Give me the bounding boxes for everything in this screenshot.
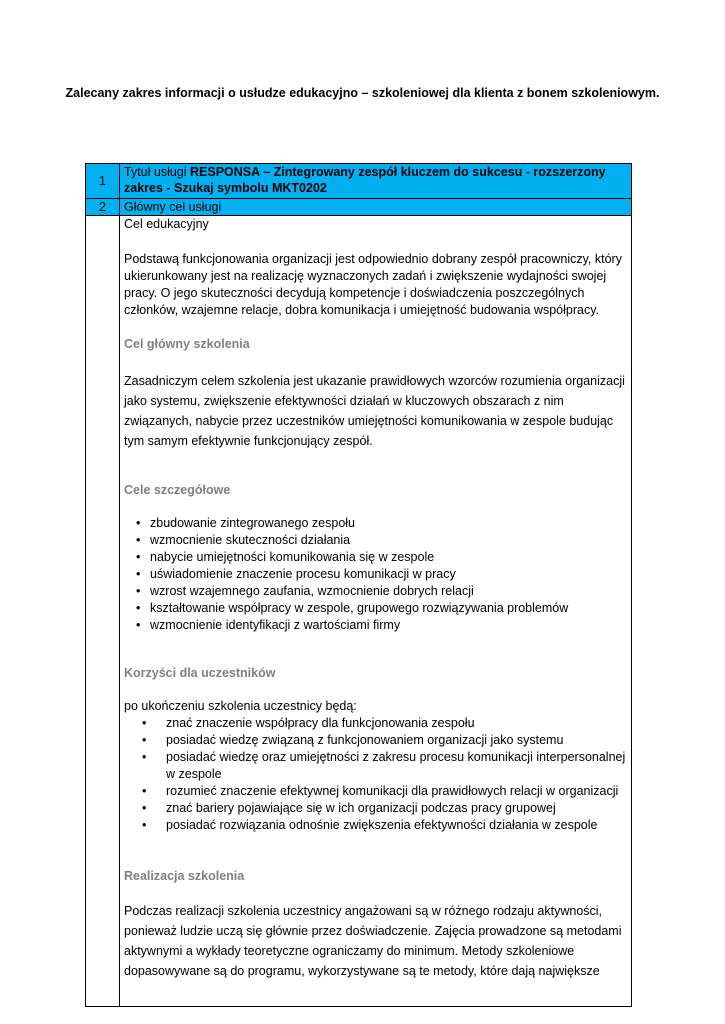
- table-row: [86, 216, 632, 1007]
- list-item: [136, 600, 627, 617]
- list-item-text: posiadać wiedzę związaną z funkcjonowaniem organizacji jako systemu: [166, 733, 564, 747]
- row-number: 2: [86, 199, 120, 216]
- list-item: [136, 583, 627, 600]
- list-item: [142, 715, 627, 732]
- list-item-text: wzmocnienie identyfikacji z wartościami firmy: [150, 618, 401, 632]
- bullet-icon: •: [136, 533, 141, 547]
- list-item-text: wzmocnienie skuteczności działania: [150, 533, 351, 547]
- list-item-text: posiadać wiedzę oraz umiejętności z zakresu procesu komunikacji interpersonalnej w zespole: [166, 750, 626, 781]
- list-item: [136, 532, 627, 549]
- list-item-text: wzrost wzajemnego zaufania, wzmocnienie dobrych relacji: [150, 584, 474, 598]
- content-cell: [120, 216, 632, 1007]
- bullet-icon: •: [142, 733, 147, 747]
- benefits-intro: po ukończeniu szkolenia uczestnicy będą:: [124, 699, 357, 713]
- benefits-list: [124, 715, 627, 834]
- intro-paragraph: Podstawą funkcjonowania organizacji jest odpowiednio dobrany zespół pracowniczy, który ukierunkowany jest na realizację wyznaczonych zadań i zwiększenie wydajności swojej pracy. O jego skuteczności decydują kompetencje i doświadczenia poszczególnych członków, wzajemne relacje, dobra komunikacja i umiejętność budowania współpracy.: [124, 252, 622, 317]
- list-item: [136, 515, 627, 532]
- table-row: [86, 199, 632, 216]
- bullet-icon: •: [142, 801, 147, 815]
- bullet-icon: •: [136, 601, 141, 615]
- main-goal-text: Zasadniczym celem szkolenia jest ukazanie prawidłowych wzorców rozumienia organizacji jako systemu, zwiększenie efektywności działań w kluczowych obszarach z nim związanych, nabycie przez uczestników umiejętności komunikowania w zespole budując tym samym efektywnie funkcjonujący zespół.: [124, 374, 625, 448]
- bullet-icon: •: [142, 784, 147, 798]
- edu-goal-label: Cel edukacyjny: [124, 217, 209, 231]
- list-item-text: uświadomienie znaczenie procesu komunikacji w pracy: [150, 567, 456, 581]
- service-title-cell: [120, 164, 632, 199]
- list-item: [142, 817, 627, 834]
- list-item: [136, 549, 627, 566]
- service-name: RESPONSA – Zintegrowany zespół kluczem do sukcesu - rozszerzony zakres - Szukaj symbolu MKT0202: [124, 165, 606, 195]
- specific-goals-list: [124, 515, 627, 634]
- list-item-text: posiadać rozwiązania odnośnie zwiększenia efektywności działania w zespole: [166, 818, 598, 832]
- row-number: 1: [86, 164, 120, 199]
- table-row: [86, 164, 632, 199]
- list-item-text: rozumieć znaczenie efektywnej komunikacji dla prawidłowych relacji w organizacji: [166, 784, 619, 798]
- list-item: [142, 783, 627, 800]
- list-item-text: kształtowanie współpracy w zespole, grupowego rozwiązywania problemów: [150, 601, 569, 615]
- list-item: [136, 566, 627, 583]
- specific-goals-heading: Cele szczegółowe: [124, 483, 231, 497]
- service-title-label: Tytuł usługi: [124, 165, 191, 179]
- list-item-text: zbudowanie zintegrowanego zespołu: [150, 516, 356, 530]
- list-item-text: znać znaczenie współpracy dla funkcjonowania zespołu: [166, 716, 475, 730]
- main-goal-heading: Cel główny szkolenia: [124, 337, 250, 351]
- empty-cell: [86, 216, 120, 1007]
- main-goal-label: Główny cel usługi: [120, 199, 632, 216]
- service-info-table: [85, 163, 632, 1007]
- bullet-icon: •: [142, 716, 147, 730]
- list-item: [142, 749, 627, 783]
- list-item-text: znać bariery pojawiające się w ich organizacji podczas pracy grupowej: [166, 801, 556, 815]
- realization-heading: Realizacja szkolenia: [124, 869, 245, 883]
- bullet-icon: •: [142, 818, 147, 832]
- list-item-text: nabycie umiejętności komunikowania się w zespole: [150, 550, 435, 564]
- bullet-icon: •: [136, 618, 141, 632]
- benefits-heading: Korzyści dla uczestników: [124, 666, 276, 680]
- list-item: [136, 617, 627, 634]
- bullet-icon: •: [136, 584, 141, 598]
- realization-text: Podczas realizacji szkolenia uczestnicy angażowani są w różnego rodzaju aktywności, ponieważ ludzie uczą się głównie przez doświadczenie. Zajęcia prowadzone są metodami aktywnymi a wykłady teoretyczne ograniczamy do minimum. Metody szkoleniowe dopasowywane są do programu, wykorzystywane są te metody, które dają największe: [124, 904, 622, 978]
- bullet-icon: •: [136, 550, 141, 564]
- list-item: [142, 800, 627, 817]
- document-title: Zalecany zakres informacji o usłudze edukacyjno – szkoleniowej dla klienta z bonem szkoleniowym.: [65, 86, 660, 100]
- bullet-icon: •: [142, 750, 147, 764]
- bullet-icon: •: [136, 567, 141, 581]
- bullet-icon: •: [136, 516, 141, 530]
- list-item: [142, 732, 627, 749]
